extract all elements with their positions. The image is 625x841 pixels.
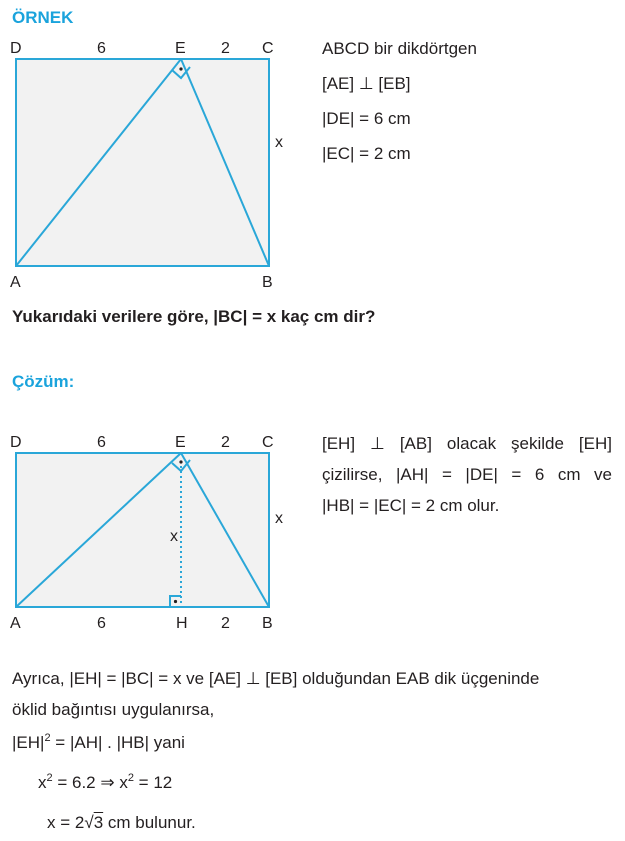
solution-paragraph bbox=[12, 663, 612, 725]
formula-exponent: 2 bbox=[46, 772, 53, 784]
formula-term: |EH| bbox=[12, 733, 45, 752]
formula-term: cm bulunur. bbox=[103, 813, 196, 832]
label-ec: 2 bbox=[221, 40, 230, 57]
label-d: D bbox=[10, 40, 22, 57]
label-h: H bbox=[176, 615, 188, 632]
label-de: 6 bbox=[97, 434, 106, 451]
formula-term: x = 2 bbox=[47, 813, 85, 832]
label-c: C bbox=[262, 434, 274, 451]
formula-result bbox=[47, 813, 196, 833]
given-item: [AE] ⊥ [EB] bbox=[322, 74, 411, 93]
sqrt-symbol bbox=[84, 813, 103, 833]
label-d: D bbox=[10, 434, 22, 451]
question: Yukarıdaki verilere göre, |BC| = x kaç cm dir? bbox=[12, 307, 376, 326]
solution-explanation bbox=[322, 428, 612, 521]
solution-figure bbox=[0, 430, 300, 650]
label-ec: 2 bbox=[221, 434, 230, 451]
label-x: x bbox=[275, 134, 283, 151]
explanation-line: [EH] ⊥ [AB] olacak şekilde [EH] bbox=[322, 434, 612, 453]
formula-euclid bbox=[12, 733, 185, 753]
example-heading: ÖRNEK bbox=[12, 8, 74, 27]
formula-exponent: 2 bbox=[44, 732, 51, 744]
paragraph-line: öklid bağıntısı uygulanırsa, bbox=[12, 700, 215, 719]
label-b: B bbox=[262, 615, 273, 632]
rectangle-abcd bbox=[16, 453, 269, 607]
label-x-bc: x bbox=[275, 510, 283, 527]
given-list bbox=[322, 31, 477, 171]
label-ah: 6 bbox=[97, 615, 106, 632]
given-item: ABCD bir dikdörtgen bbox=[322, 39, 477, 58]
formula-compute bbox=[38, 773, 172, 793]
example-figure bbox=[0, 36, 300, 291]
solution-heading: Çözüm: bbox=[12, 372, 75, 391]
explanation-line: çizilirse, |AH| = |DE| = 6 cm ve bbox=[322, 465, 612, 484]
label-hb: 2 bbox=[221, 615, 230, 632]
formula-exponent: 2 bbox=[127, 772, 134, 784]
explanation-line: |HB| = |EC| = 2 cm olur. bbox=[322, 496, 500, 515]
radicand: 3 bbox=[93, 813, 104, 832]
label-x-eh: x bbox=[170, 528, 178, 545]
formula-term: = 6.2 ⇒ x bbox=[52, 773, 128, 792]
label-e: E bbox=[175, 40, 186, 57]
right-angle-dot-e bbox=[179, 460, 182, 463]
label-de: 6 bbox=[97, 40, 106, 57]
label-c: C bbox=[262, 40, 274, 57]
given-item: |EC| = 2 cm bbox=[322, 144, 411, 163]
root-sign: √ bbox=[84, 813, 94, 832]
formula-term: = 12 bbox=[133, 773, 173, 792]
rectangle-abcd bbox=[16, 59, 269, 266]
label-a: A bbox=[10, 274, 21, 291]
right-angle-dot-e bbox=[179, 67, 182, 70]
paragraph-line: Ayrıca, |EH| = |BC| = x ve [AE] ⊥ [EB] olduğundan EAB dik üçgeninde bbox=[12, 669, 540, 688]
formula-term: = |AH| . |HB| yani bbox=[50, 733, 185, 752]
given-item: |DE| = 6 cm bbox=[322, 109, 411, 128]
label-a: A bbox=[10, 615, 21, 632]
label-e: E bbox=[175, 434, 186, 451]
right-angle-dot-h bbox=[174, 600, 177, 603]
label-b: B bbox=[262, 274, 273, 291]
formula-term: x bbox=[38, 773, 47, 792]
